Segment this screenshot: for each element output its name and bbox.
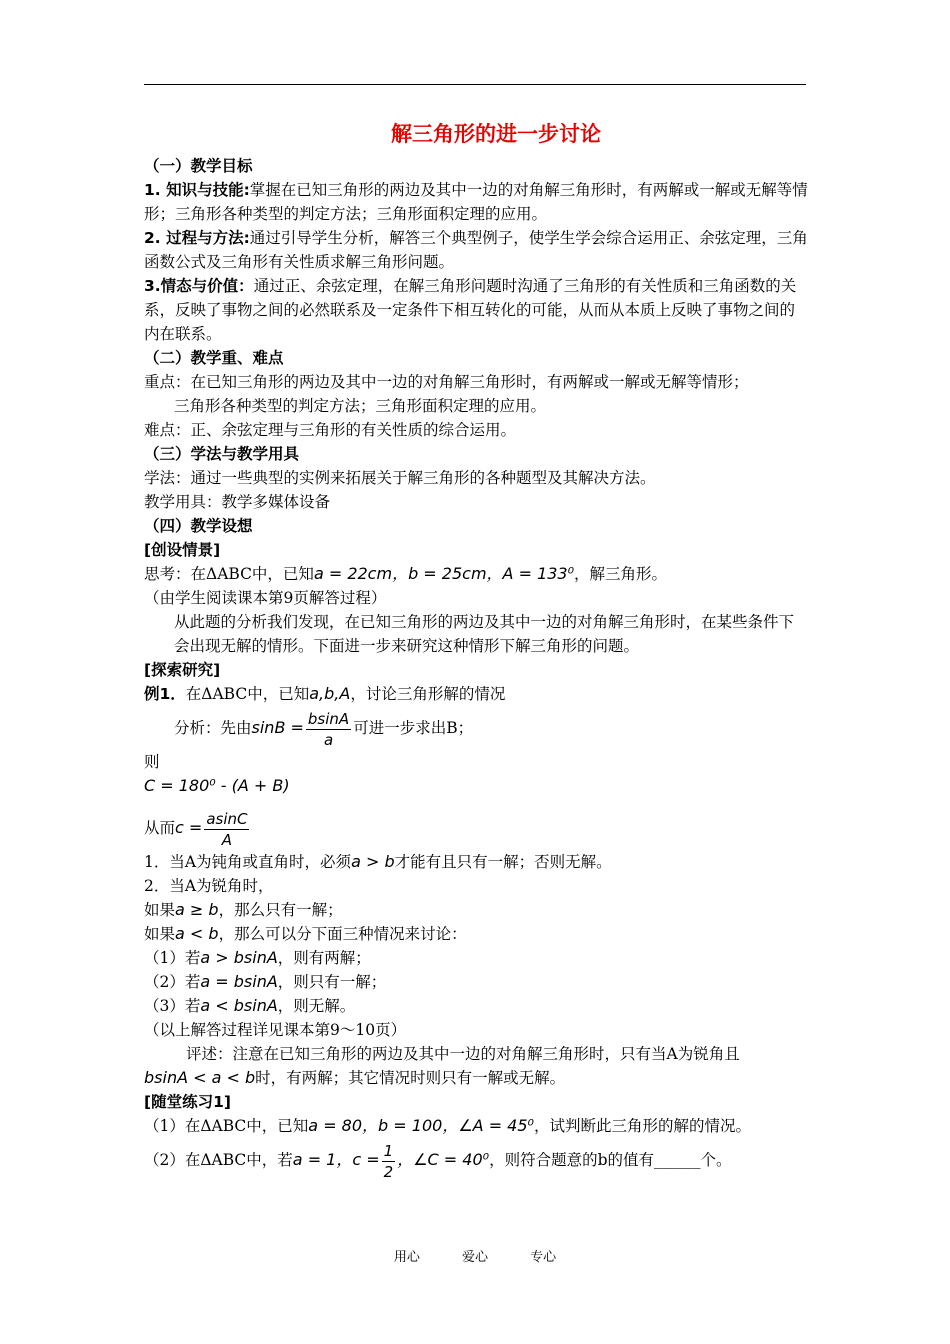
- goal-values: 3.情态与价值：通过正、余弦定理，在解三角形问题时沟通了三角形的有关性质和三角函数的关系，反映了事物之间的必然联系及一定条件下相互转化的可能，从而从本质上反映了事物之间的内在联系。: [144, 277, 797, 343]
- sub-case-1: （1）若a > bsinA，则有两解；: [144, 948, 371, 967]
- fraction-sinB: $\frac{bsinA}{a}$: [307, 709, 350, 749]
- page-footer: [0, 1246, 950, 1265]
- footer-text-2: 爱心: [461, 1250, 488, 1265]
- if-2: 如果a < b，那么可以分下面三种情况来讨论：: [144, 924, 467, 943]
- review-paragraph: 评述：注意在已知三角形的两边及其中一边的对角解三角形时，只有当A为锐角且: [186, 1045, 740, 1063]
- document-body: [144, 118, 808, 1182]
- sub-case-3: （3）若a < bsinA，则无解。: [144, 996, 356, 1015]
- analysis-line: 分析：先由sinB = $\frac{bsinA}{a}$ 可进一步求出B；: [174, 709, 474, 749]
- explore-heading: [探索研究]: [144, 661, 221, 679]
- section-heading-methods: （三）学法与教学用具: [144, 445, 300, 463]
- section-heading-design: （四）教学设想: [144, 517, 253, 535]
- if-1: 如果a ≥ b，那么只有一解；: [144, 900, 343, 919]
- fraction-half: $\frac{1}{2}$: [383, 1141, 394, 1181]
- then-label: 则: [144, 753, 160, 771]
- textbook-note: （以上解答过程详见课本第9～10页）: [144, 1021, 407, 1039]
- header-rule: [144, 84, 806, 85]
- review-paragraph-cont: bsinA < a < b时，有两解；其它情况时则只有一解或无解。: [144, 1068, 566, 1087]
- scene-heading: [创设情景]: [144, 541, 221, 559]
- formula-C: C = 180⁰ - (A + B): [144, 776, 290, 795]
- footer-text-3: 专心: [530, 1250, 557, 1265]
- goal-knowledge: 1. 知识与技能:掌握在已知三角形的两边及其中一边的对角解三角形时，有两解或一解或无解等情形；三角形各种类型的判定方法；三角形面积定理的应用。: [144, 181, 808, 223]
- practice-1: （1）在ΔABC中，已知a = 80，b = 100，∠A = 45⁰，试判断此三角形的解的情况。: [144, 1116, 751, 1135]
- fraction-c: $\frac{asinC}{A}$: [206, 809, 248, 849]
- practice-heading: [随堂练习1]: [144, 1093, 231, 1111]
- key-point-2: 三角形各种类型的判定方法；三角形面积定理的应用。: [174, 397, 547, 415]
- example-1: 例1．在ΔABC中，已知a,b,A，讨论三角形解的情况: [144, 684, 506, 703]
- teaching-tools: 教学用具：教学多媒体设备: [144, 493, 331, 511]
- footer-text-1: 用心: [393, 1250, 420, 1265]
- section-heading-goals: （一）教学目标: [144, 157, 253, 175]
- think-note: （由学生阅读课本第9页解答过程）: [144, 589, 387, 607]
- key-point-1: 重点：在已知三角形的两边及其中一边的对角解三角形时，有两解或一解或无解等情形；: [144, 373, 749, 391]
- sub-case-2: （2）若a = bsinA，则只有一解；: [144, 972, 387, 991]
- case-2: 2．当A为锐角时，: [144, 877, 274, 895]
- case-1: 1．当A为钝角或直角时，必须a > b才能有且只有一解；否则无解。: [144, 852, 612, 871]
- formula-c-line: 从而c = $\frac{asinC}{A}$: [144, 809, 248, 849]
- difficulty: 难点：正、余弦定理与三角形的有关性质的综合运用。: [144, 421, 517, 439]
- think-question: 思考：在ΔABC中，已知a = 22cm，b = 25cm，A = 133⁰，解三角形。: [144, 564, 668, 583]
- section-heading-key-points: （二）教学重、难点: [144, 349, 284, 367]
- study-method: 学法：通过一些典型的实例来拓展关于解三角形的各种题型及其解决方法。: [144, 469, 656, 487]
- practice-2: （2）在ΔABC中，若a = 1，c = $\frac{1}{2}$ ，∠C = 40⁰，则符合题意的b的值有______个。: [144, 1141, 732, 1181]
- discover-paragraph: 从此题的分析我们发现，在已知三角形的两边及其中一边的对角解三角形时，在某些条件下会出现无解的情形。下面进一步来研究这种情形下解三角形的问题。: [174, 613, 795, 655]
- page-title: 解三角形的进一步讨论: [391, 122, 601, 146]
- goal-process: 2. 过程与方法:通过引导学生分析，解答三个典型例子，使学生学会综合运用正、余弦定理，三角函数公式及三角形有关性质求解三角形问题。: [144, 229, 808, 271]
